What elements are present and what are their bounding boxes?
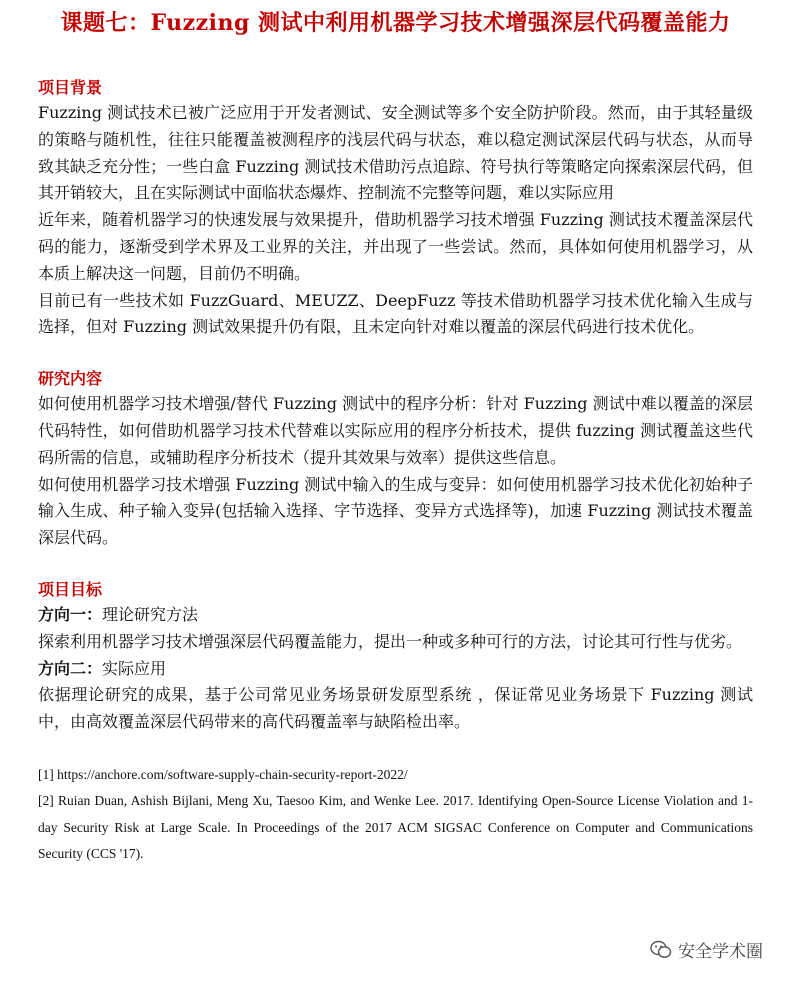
direction-one-text: 探索利用机器学习技术增强深层代码覆盖能力，提出一种或多种可行的方法，讨论其可行性与优劣。 bbox=[38, 631, 743, 651]
watermark bbox=[646, 935, 767, 964]
research-heading: 研究内容 bbox=[38, 369, 103, 389]
direction-one-label: 方向一： bbox=[38, 604, 103, 624]
watermark-text: 安全学术圈 bbox=[678, 942, 763, 962]
goals-heading: 项目目标 bbox=[38, 579, 103, 599]
wechat-icon bbox=[650, 940, 672, 960]
page-title: 课题七：Fuzzing 测试中利用机器学习技术增强深层代码覆盖能力 bbox=[60, 10, 731, 36]
direction-two-text: 依据理论研究的成果，基于公司常见业务场景研发原型系统 ，保证常见业务场景下 Fuzzing 测试中，由高效覆盖深层代码带来的高代码覆盖率与缺陷检出率。 bbox=[38, 685, 753, 732]
direction-one-heading bbox=[38, 602, 753, 629]
direction-two-heading bbox=[38, 656, 753, 683]
direction-one-name: 理论研究方法 bbox=[102, 604, 199, 624]
research-paragraph-1: 如何使用机器学习技术增强/替代 Fuzzing 测试中的程序分析：针对 Fuzzing 测试中难以覆盖的深层代码特性，如何借助机器学习技术代替难以实际应用的程序分析技术，提供 fuzzing 测试覆盖这些代码所需的信息，或辅助程序分析技术（提升其效果与效率）提供这些信息。 bbox=[38, 394, 753, 467]
background-heading: 项目背景 bbox=[38, 78, 103, 97]
references-list bbox=[38, 762, 753, 868]
direction-two-name: 实际应用 bbox=[102, 658, 167, 678]
background-paragraph-2: 近年来，随着机器学习的快速发展与效果提升，借助机器学习技术增强 Fuzzing 测试技术覆盖深层代码的能力，逐渐受到学术界及工业界的关注，并出现了一些尝试。然而，具体如何使用机器学习，从本质上解决这一问题，目前仍不明确。 bbox=[38, 210, 753, 283]
reference-1: [1] https://anchore.com/software-supply-chain-security-report-2022/ bbox=[38, 766, 408, 782]
research-paragraph-2: 如何使用机器学习技术增强 Fuzzing 测试中输入的生成与变异：如何使用机器学习技术优化初始种子输入生成、种子输入变异(包括输入选择、字节选择、变异方式选择等)，加速 Fuzzing 测试技术覆盖深层代码。 bbox=[38, 474, 753, 548]
direction-two-label: 方向二： bbox=[38, 658, 103, 678]
reference-2: [2] Ruian Duan, Ashish Bijlani, Meng Xu, Taesoo Kim, and Wenke Lee. 2017. Identifying Open-Source License Violation and 1-day Security Risk at Large Scale. In Proceedings of the 2017 ACM SIGSAC Conference on Computer and Communications Security (CCS '17). bbox=[38, 793, 753, 862]
background-paragraph-3: 目前已有一些技术如 FuzzGuard、MEUZZ、DeepFuzz 等技术借助机器学习技术优化输入生成与选择，但对 Fuzzing 测试效果提升仍有限，且未定向针对难以覆盖的深层代码进行技术优化。 bbox=[38, 290, 753, 337]
background-paragraph-1: Fuzzing 测试技术已被广泛应用于开发者测试、安全测试等多个安全防护阶段。然而，由于其轻量级的策略与随机性，往往只能覆盖被测程序的浅层代码与状态，难以稳定测试深层代码与状态，从而导致其缺乏充分性；一些白盒 Fuzzing 测试技术借助污点追踪、符号执行等策略定向探索深层代码，但其开销较大，且在实际测试中面临状态爆炸、控制流不完整等问题，难以实际应用 bbox=[38, 103, 753, 203]
